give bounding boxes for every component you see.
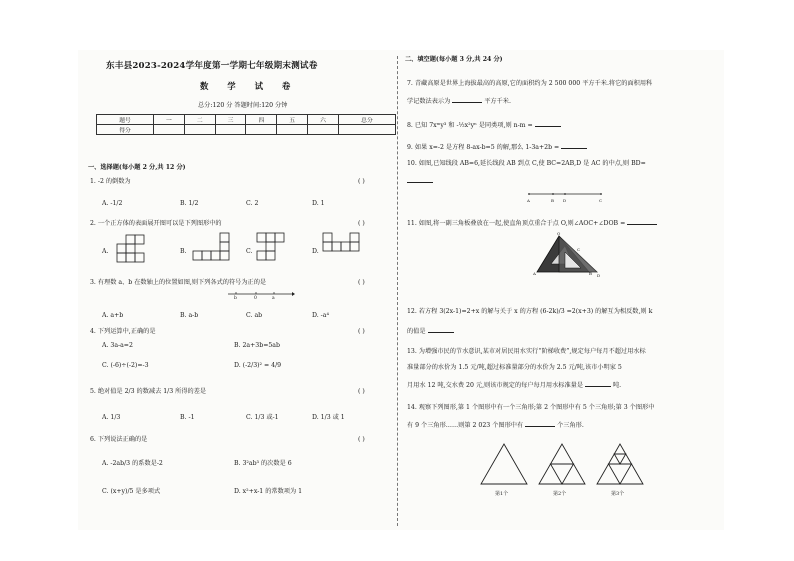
q7-unit: 平方千米. [484,98,511,105]
q6-option-b: B. 3²ab³ 的次数是 6 [234,460,292,467]
segment-label-c: C [599,198,603,203]
q14-figure-1 [479,442,529,486]
score-cell: 一 [154,115,185,125]
q10-line1: 10. 如图,已知线段 AB=6,延长线段 AB 到点 C,使 BC=2AB,D 是 AC 的中点,则 BD= [407,160,646,167]
numberline-label-a: a [272,296,275,301]
score-cell[interactable] [308,125,339,135]
q13-line1: 13. 为增强市民的节水意识,某市对居民用水实行“阶梯收费”,规定每户每月不超过用水标 [407,348,646,355]
q11-text: 11. 如图,将一副三角板叠放在一起,使直角顶点重合于点 O,则∠AOC+∠DOB = [407,220,626,227]
q7-line1: 7. 青藏高原是世界上海拔最高的高原,它的面积约为 2 500 000 平方千米.将它的面积用科 [407,80,653,87]
q6-option-d: D. x²+x-1 的常数项为 1 [234,488,303,495]
score-cell: 四 [246,115,277,125]
q2-option-c: C. [246,248,253,255]
q13-line2: 准量部分的水价为 1.5 元/吨,超过标准量部分的水价为 2.5 元/吨,该市小明家 5 [407,364,622,371]
q14-line2 [407,420,584,430]
q5-option-c: C. 1/3 或-1 [246,414,279,421]
q2-option-b: B. [180,248,187,255]
q3-answer-paren[interactable]: ( ) [358,279,365,286]
q7-line2 [407,96,511,106]
triangle-label-o: O [557,231,561,236]
segment-label-a: A [527,198,530,203]
q6-option-c: C. (x+y)/5 是多项式 [102,488,161,495]
q8-answer-blank[interactable] [535,120,561,127]
q4-option-d: D. (-2/3)² = 4/9 [234,362,282,369]
q3-option-c: C. ab [246,312,263,319]
score-cell: 总分 [338,115,395,125]
q9-text: 9. 如果 x=-2 是方程 8-ax-b=5 的解,那么 1-3a+2b = [407,144,560,151]
score-cell: 三 [215,115,246,125]
q6-answer-paren[interactable]: ( ) [358,436,365,443]
score-cell: 六 [308,115,339,125]
q4-option-c: C. (-6)÷(-2)=-3 [102,362,149,369]
score-cell: 得分 [97,125,154,135]
q11-answer-blank[interactable] [627,218,657,225]
q4-option-b: B. 2a+3b=5ab [234,342,280,349]
triangle-label-c: C [577,247,581,252]
section1-heading: 一、选择题(每小题 2 分,共 12 分) [88,164,186,171]
q1-option-c: C. 2 [246,200,259,207]
numberline-label-b: b [234,296,237,301]
q5-option-a: A. 1/3 [102,414,121,421]
q3-option-d: D. -a⁴ [312,312,329,319]
q1-stem: 1. -2 的倒数为 [90,178,131,185]
q2-stem: 2. 一个正方体的表面展开图可以是下列图形中的 [90,220,222,227]
q13-text: 月用水 12 吨,交水费 20 元,则该市规定的每户每月用水标准量是 [407,382,584,389]
segment-label-d: D [563,198,567,203]
triangle-label-d: D [597,273,601,278]
q5-option-b: B. -1 [180,414,195,421]
q1-answer-paren[interactable]: ( ) [358,178,365,185]
score-cell[interactable] [184,125,215,135]
q14-line1: 14. 观察下列图形,第 1 个图形中有一个三角形;第 2 个图形中有 5 个三角形;第 3 个图形中 [407,404,655,411]
q14-answer-blank[interactable] [525,420,555,427]
q9-answer-blank[interactable] [561,142,587,149]
q13-line3 [407,380,621,390]
score-cell[interactable] [215,125,246,135]
exam-paper [78,50,724,530]
q1-option-d: D. 1 [312,200,325,207]
q8-text: 8. 已知 7xᵐy³ 和 -½x²yⁿ 是同类项,则 n-m = [407,122,533,129]
score-cell: 题号 [97,115,154,125]
score-cell[interactable] [338,125,395,135]
q10-line2 [407,176,433,186]
score-table-row [97,125,396,135]
section2-heading: 二、填空题(每小题 3 分,共 24 分) [405,56,503,63]
score-cell[interactable] [246,125,277,135]
numberline-label-0: 0 [254,296,257,301]
q2-answer-paren[interactable]: ( ) [358,220,365,227]
q1-option-b: B. 1/2 [180,200,199,207]
q14-figure-3 [595,442,645,486]
q7-text: 学记数法表示为 [407,98,451,105]
q11-line [407,218,657,228]
exam-title: 东丰县2023-2024学年度第一学期七年级期末测试卷 [106,61,318,71]
q3-stem: 3. 有理数 a、b 在数轴上的位置如图,则下列各式的符号为正的是 [90,279,267,286]
q13-unit: 吨. [612,382,622,389]
score-table-row [97,115,396,125]
subject-title: 数 学 试 卷 [200,81,299,91]
q12-text: 的值是 [407,328,426,335]
q2-option-d: D. [312,248,319,255]
q10-answer-blank[interactable] [407,176,433,183]
q12-line1: 12. 若方程 3(2x-1)=2+x 的解与关于 x 的方程 (6-2k)/3 =2(x+3) 的解互为相反数,则 k [407,308,653,315]
exam-meta: 总分:120 分 答题时间:120 分钟 [198,102,288,109]
q13-answer-blank[interactable] [585,380,611,387]
q14-text: 有 9 个三角形……则第 2 023 个图形中有 [407,422,524,429]
triangle-label-b: B [589,271,592,276]
figure-2-label: 第2个 [553,491,567,497]
q14-unit: 个三角形. [557,422,584,429]
triangle-label-a: A [533,271,536,276]
q7-answer-blank[interactable] [452,96,482,103]
column-divider [397,56,398,526]
q3-option-b: B. a-b [180,312,199,319]
q5-answer-paren[interactable]: ( ) [358,388,365,395]
q4-stem: 4. 下列运算中,正确的是 [90,328,156,335]
q11-triangle-figure [529,232,605,278]
score-table [96,114,396,135]
q1-option-a: A. -1/2 [102,200,123,207]
score-cell: 五 [277,115,308,125]
cube-net-d [320,231,368,263]
q6-stem: 6. 下列说法正确的是 [90,436,148,443]
cube-net-a [114,233,162,265]
q12-line2 [407,326,454,336]
score-cell: 二 [184,115,215,125]
q4-answer-paren[interactable]: ( ) [358,328,365,335]
figure-3-label: 第3个 [611,491,625,497]
cube-net-b [190,231,238,263]
q6-option-a: A. -2ab/3 的系数是-2 [102,460,163,467]
cube-net-c [254,231,302,263]
q2-option-a: A. [102,248,109,255]
q3-option-a: A. a+b [102,312,124,319]
q8-line [407,120,561,130]
q4-option-a: A. 3a-a=2 [102,342,133,349]
segment-label-b: B [551,198,554,203]
q12-answer-blank[interactable] [428,326,454,333]
q14-figure-2 [537,442,587,486]
score-cell[interactable] [277,125,308,135]
q9-line [407,142,587,152]
figure-1-label: 第1个 [495,491,509,497]
q5-stem: 5. 绝对值是 2/3 的数减去 1/3 所得的差是 [90,388,207,395]
q5-option-d: D. 1/3 或 1 [312,414,345,421]
score-cell[interactable] [154,125,185,135]
